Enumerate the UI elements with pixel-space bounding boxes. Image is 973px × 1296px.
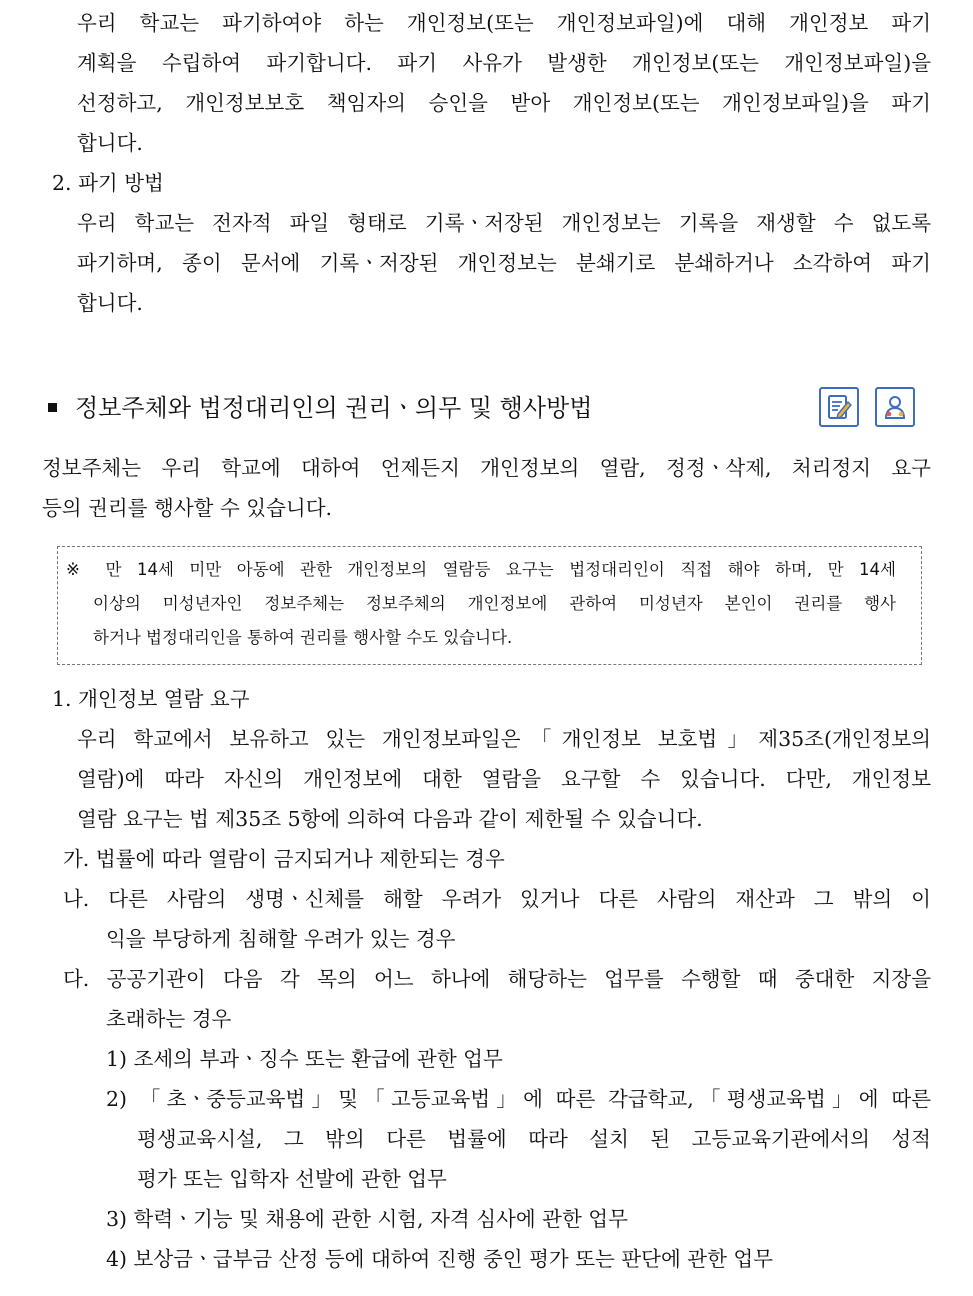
sub-list-item: 2) 「초ㆍ중등교육법」및「고등교육법」에 따른 각급학교,「평생교육법」에 따른	[106, 1087, 931, 1111]
paragraph-line: 계획을 수립하여 파기합니다. 파기 사유가 발생한 개인정보(또는 개인정보파일)을	[77, 51, 931, 75]
paragraph-line: 정보주체는 우리 학교에 대하여 언제든지 개인정보의 열람, 정정ㆍ삭제, 처리정지 요구	[42, 456, 931, 480]
sub-list-item-continued: 평생교육시설, 그 밖의 다른 법률에 따라 설치 된 고등교육기관에서의 성적	[137, 1127, 931, 1151]
list-item: 가. 법률에 따라 열람이 금지되거나 제한되는 경우	[63, 847, 505, 871]
list-item-title: 2. 파기 방법	[52, 171, 164, 195]
sub-list-item: 1) 조세의 부과ㆍ징수 또는 환급에 관한 업무	[106, 1047, 503, 1071]
paragraph-line: 합니다.	[77, 131, 143, 155]
paragraph-line: 열람 요구는 법 제35조 5항에 의하여 다음과 같이 제한될 수 있습니다.	[77, 807, 703, 831]
notice-line: 하거나 법정대리인을 통하여 권리를 행사할 수도 있습니다.	[93, 628, 513, 647]
list-item-title: 1. 개인정보 열람 요구	[52, 687, 250, 711]
section-heading-text: 정보주체와 법정대리인의 권리ㆍ의무 및 행사방법	[75, 394, 593, 422]
list-item-continued: 초래하는 경우	[106, 1007, 232, 1031]
paragraph-line: 등의 권리를 행사할 수 있습니다.	[42, 496, 333, 520]
edit-document-icon[interactable]	[819, 387, 859, 427]
paragraph-line: 합니다.	[77, 291, 143, 315]
section-heading	[48, 390, 592, 426]
notice-line: 이상의 미성년자인 정보주체는 정보주체의 개인정보에 관하여 미성년자 본인이 권리를 행사	[93, 594, 896, 613]
paragraph-line: 우리 학교는 파기하여야 하는 개인정보(또는 개인정보파일)에 대해 개인정보 파기	[77, 11, 931, 35]
square-bullet-icon	[48, 403, 57, 412]
notice-line: ※ 만 14세 미만 아동에 관한 개인정보의 열람등 요구는 법정대리인이 직접 해야 하며, 만 14세	[66, 560, 896, 579]
sub-list-item-continued: 평가 또는 입학자 선발에 관한 업무	[137, 1167, 447, 1191]
list-item-continued: 익을 부당하게 침해할 우려가 있는 경우	[106, 927, 456, 951]
paragraph-line: 파기하며, 종이 문서에 기록ㆍ저장된 개인정보는 분쇄기로 분쇄하거나 소각하여 파기	[77, 251, 931, 275]
list-item: 나. 다른 사람의 생명ㆍ신체를 해할 우려가 있거나 다른 사람의 재산과 그 밖의 이	[63, 887, 931, 911]
sub-list-item: 4) 보상금ㆍ급부금 산정 등에 대하여 진행 중인 평가 또는 판단에 관한 업무	[106, 1247, 774, 1271]
paragraph-line: 선정하고, 개인정보보호 책임자의 승인을 받아 개인정보(또는 개인정보파일)을 파기	[77, 91, 931, 115]
paragraph-line: 우리 학교에서 보유하고 있는 개인정보파일은「개인정보 보호법」제35조(개인정보의	[77, 727, 931, 751]
paragraph-line: 우리 학교는 전자적 파일 형태로 기록ㆍ저장된 개인정보는 기록을 재생할 수 없도록	[77, 211, 931, 235]
paragraph-line: 열람)에 따라 자신의 개인정보에 대한 열람을 요구할 수 있습니다. 다만, 개인정보	[77, 767, 931, 791]
list-item: 다. 공공기관이 다음 각 목의 어느 하나에 해당하는 업무를 수행할 때 중대한 지장을	[63, 967, 931, 991]
sub-list-item: 3) 학력ㆍ기능 및 채용에 관한 시험, 자격 심사에 관한 업무	[106, 1207, 628, 1231]
person-icon[interactable]	[875, 387, 915, 427]
notice-box	[57, 546, 922, 665]
